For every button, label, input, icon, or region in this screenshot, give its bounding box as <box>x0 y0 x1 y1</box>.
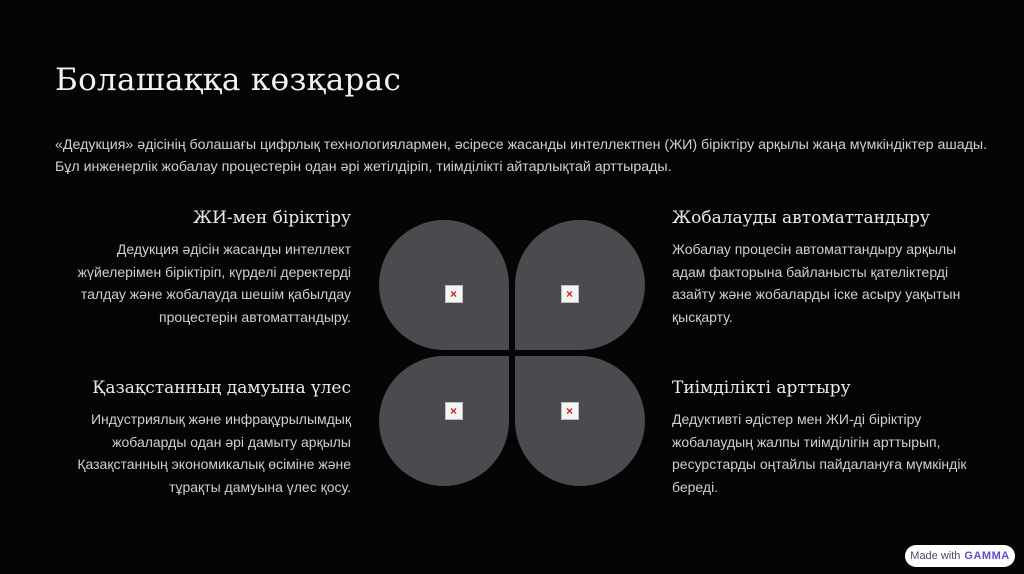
block-text <box>51 238 351 328</box>
slide-title: Болашаққа көзқарас <box>55 62 402 98</box>
gamma-logo: GAMMA <box>964 550 1010 562</box>
text-line: тұрақты дамуына үлес қосу. <box>169 478 351 495</box>
text-line: Қазақстанның экономикалық өсіміне және <box>77 456 351 473</box>
petal-top-right <box>515 220 645 350</box>
broken-image-icon <box>445 285 463 303</box>
block-heading: Қазақстанның дамуына үлес <box>92 378 351 398</box>
broken-image-icon <box>445 402 463 420</box>
block-ai-integration <box>51 208 351 328</box>
text-line: талдау және жобалауда шешім қабылдау <box>80 286 351 303</box>
text-line: қысқарту. <box>672 308 733 325</box>
block-design-automation <box>672 208 972 328</box>
broken-image-icon <box>561 402 579 420</box>
block-text <box>672 238 972 328</box>
text-line: азайту және жобаларды іске асыру уақытын <box>672 286 961 303</box>
petal-top-left <box>379 220 509 350</box>
text-line: жүйелерімен біріктіріп, күрделі деректерді <box>77 263 351 280</box>
made-with-gamma-badge[interactable] <box>905 545 1015 567</box>
intro-line: «Дедукция» әдісінің болашағы цифрлық технологиялармен, әсіресе жасанды интеллектпен (ЖИ) біріктіру арқылы жаңа мүмкіндіктер ашады. <box>55 137 988 153</box>
block-heading: ЖИ-мен біріктіру <box>192 208 351 228</box>
text-line: Дедуктивті әдістер мен ЖИ-ді біріктіру <box>672 411 922 427</box>
text-line: береді. <box>672 478 719 495</box>
block-efficiency <box>672 378 972 498</box>
badge-prefix: Made with <box>910 550 961 562</box>
text-line: ресурстарды оңтайлы пайдалануға мүмкіндік <box>672 456 967 473</box>
block-text <box>672 408 972 498</box>
block-heading: Жобалауды автоматтандыру <box>672 208 930 228</box>
block-kazakhstan-contribution <box>51 378 351 498</box>
text-line: Индустриялық және инфрақұрылымдық <box>90 411 351 427</box>
broken-image-icon <box>561 285 579 303</box>
block-heading: Тиімділікті арттыру <box>672 378 851 398</box>
text-line: адам факторына байланысты қателіктерді <box>672 263 949 280</box>
text-line: жобалаудың жалпы тиімділігін арттырып, <box>672 433 941 450</box>
text-line: Жобалау процесін автоматтандыру арқылы <box>672 241 957 257</box>
text-line: жобаларды одан әрі дамыту арқылы <box>112 433 351 450</box>
intro-paragraph <box>55 134 995 178</box>
block-text <box>51 408 351 498</box>
petal-bottom-right <box>515 356 645 486</box>
text-line: процестерін автоматтандыру. <box>159 308 351 325</box>
petal-bottom-left <box>379 356 509 486</box>
text-line: Дедукция әдісін жасанды интеллект <box>116 241 351 257</box>
intro-line: Бұл инженерлік жобалау процестерін одан әрі жетілдіріп, тиімділікті айтарлықтай арттырады. <box>55 159 672 175</box>
